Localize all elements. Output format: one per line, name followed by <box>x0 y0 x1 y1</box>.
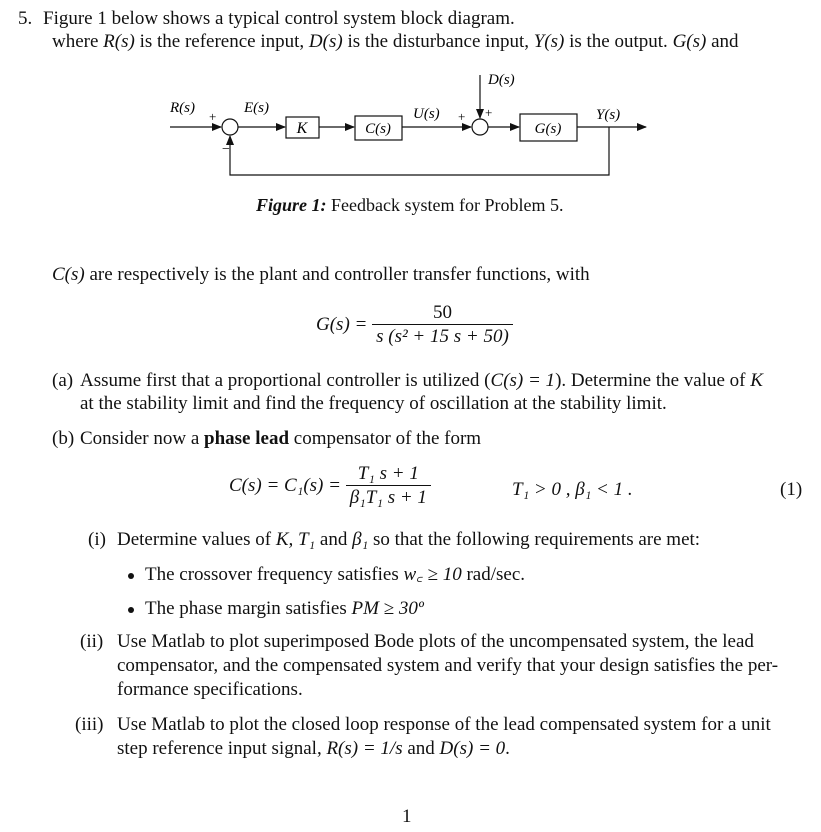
plant-fraction <box>372 302 513 348</box>
plant-numerator: 50 <box>432 302 452 323</box>
intro-line-1: Figure 1 below shows a typical control system block diagram. <box>43 8 515 29</box>
part-a-line-1 <box>80 370 763 392</box>
sum2-plus-top: + <box>485 105 493 120</box>
intro-text: where <box>52 31 104 52</box>
label-u: U(s) <box>413 106 440 122</box>
sub-i-beta: β₁ <box>352 529 369 550</box>
part-b-label: (b) <box>52 428 75 449</box>
intro-text: and <box>706 31 739 52</box>
bullet-1-unit: rad/sec. <box>461 564 526 585</box>
part-a-label: (a) <box>52 370 74 391</box>
part-b-text-b: compensator of the form <box>289 428 482 449</box>
plant-denominator: s (s² + 15 s + 50) <box>372 324 513 348</box>
plant-eq-lhs: G(s) = <box>316 313 368 335</box>
sub-iii-text: and <box>402 738 440 759</box>
summing-junction-1 <box>222 119 238 135</box>
part-b-bold: phase lead <box>204 428 290 449</box>
sub-iii-math-d: D(s) = 0 <box>439 738 506 759</box>
sub-i-text-c: so that the following requirements are met: <box>368 529 701 550</box>
sub-ii-line-1: Use Matlab to plot superimposed Bode plots of the uncompensated system, the lead <box>117 631 754 652</box>
sub-i-text <box>117 529 700 551</box>
bullet-2-text: The phase margin satisfies <box>145 598 352 619</box>
sub-iii-text: step reference input signal, <box>117 738 327 759</box>
c-symbol: C(s) <box>52 264 85 285</box>
compensator-equation <box>229 463 431 509</box>
sub-ii-line-2: compensator, and the compensated system and verify that your design satisfies the per- <box>117 655 779 676</box>
sub-iii-line-2 <box>117 738 510 760</box>
intro-text: is the output. <box>564 31 673 52</box>
sub-iii-line-1: Use Matlab to plot the closed loop response of the lead compensated system for a unit <box>117 714 771 735</box>
sub-ii-label: (ii) <box>80 631 104 652</box>
label-e: E(s) <box>244 100 269 116</box>
sub-iii-text: . <box>505 738 510 759</box>
page-number: 1 <box>402 806 412 827</box>
r-symbol: R(s) <box>103 31 135 52</box>
bullet-1 <box>128 564 525 586</box>
y-symbol: Y(s) <box>533 31 565 52</box>
block-k-label: K <box>296 120 308 137</box>
comp-denominator: β₁T₁ s + 1 <box>346 485 431 509</box>
sub-i-label: (i) <box>88 529 106 550</box>
figure-caption <box>256 195 563 216</box>
caption-text: Feedback system for Problem 5. <box>326 195 564 215</box>
sub-i-text-b: and <box>315 529 353 550</box>
problem-number: 5. <box>18 8 33 29</box>
intro-line-3 <box>52 264 590 286</box>
block-g-label: G(s) <box>534 121 562 137</box>
sub-ii-line-3: formance specifications. <box>117 679 303 700</box>
block-diagram <box>0 0 821 200</box>
bullet-1-math: w꜀ ≥ 10 <box>403 564 462 585</box>
comp-conditions: T₁ > 0 , β₁ < 1 . <box>512 479 633 500</box>
bullet-1-text: The crossover frequency satisfies <box>145 564 404 585</box>
bullet-2 <box>128 598 424 620</box>
equation-number: (1) <box>780 479 803 500</box>
d-symbol: D(s) <box>308 31 343 52</box>
caption-label: Figure 1: <box>256 195 327 215</box>
sum1-plus: + <box>209 109 217 124</box>
plant-equation <box>316 302 513 348</box>
comp-eq-lhs: C(s) = C₁(s) = <box>229 474 341 496</box>
comp-numerator: T₁ s + 1 <box>357 463 419 484</box>
sub-i-vars: K, T₁ <box>275 529 316 550</box>
intro-text: is the reference input, <box>134 31 309 52</box>
sub-iii-label: (iii) <box>75 714 104 735</box>
bullet-dot <box>128 607 134 613</box>
part-a-math: C(s) = 1 <box>490 370 556 391</box>
label-y: Y(s) <box>596 107 621 123</box>
part-a-line-2: at the stability limit and find the frequency of oscillation at the stability limit. <box>80 393 667 414</box>
intro-text: is the disturbance input, <box>342 31 534 52</box>
block-c-label: C(s) <box>365 121 391 137</box>
sub-iii-math-r: R(s) = 1/s <box>326 738 403 759</box>
part-a-k: K <box>750 370 763 391</box>
comp-fraction <box>346 463 431 509</box>
bullet-2-math: PM ≥ 30º <box>351 598 424 619</box>
sum1-minus: − <box>222 142 230 157</box>
intro-text: are respectively is the plant and controller transfer functions, with <box>84 264 590 285</box>
bullet-dot <box>128 573 134 579</box>
part-a-text: ). Determine the value of <box>555 370 751 391</box>
part-b-text-a: Consider now a <box>80 428 205 449</box>
summing-junction-2 <box>472 119 488 135</box>
label-d: D(s) <box>488 72 515 88</box>
label-r: R(s) <box>170 100 195 116</box>
part-b-text <box>80 428 481 450</box>
sub-i-text-a: Determine values of <box>117 529 276 550</box>
sum2-plus-left: + <box>458 109 466 124</box>
g-symbol: G(s) <box>672 31 707 52</box>
part-a-text: Assume first that a proportional controller is utilized ( <box>80 370 491 391</box>
